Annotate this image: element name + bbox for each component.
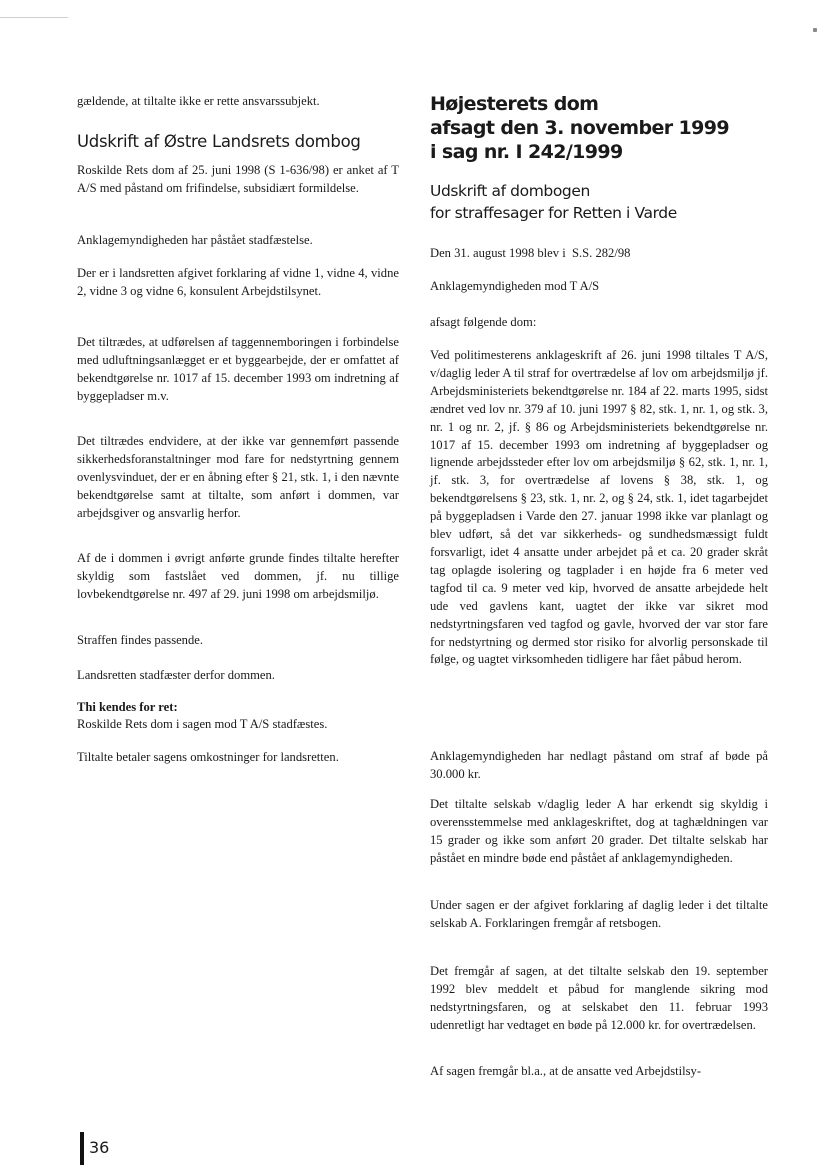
- title-line: i sag nr. I 242/1999: [430, 141, 623, 163]
- verdict-label: Thi kendes for ret:: [77, 700, 178, 714]
- corner-mark: [813, 28, 817, 32]
- page-number-bar: [80, 1132, 84, 1165]
- intro-text: gældende, at tiltalte ikke er rette ansvarssubjekt.: [77, 94, 320, 108]
- parties-line: Anklagemyndigheden mod T A/S: [430, 279, 600, 293]
- verdict-text: Roskilde Rets dom i sagen mod T A/S stadfæstes.: [77, 717, 328, 731]
- subtitle-line: for straffesager for Retten i Varde: [430, 204, 677, 222]
- paragraph: Det fremgår af sagen, at det tiltalte selskab den 19. september 1992 blev meddelt et påbud for manglende sikring mod nedstyrtningsfaren, og at selskabet den 11. februar 1993 udenretligt har vedtaget en bøde på 12.000 kr. for overtrædelsen.: [430, 964, 768, 1032]
- paragraph: Af de i dommen i øvrigt anførte grunde findes tiltalte herefter skyldig som fastslået ved dommen, jf. nu tillige lovbekendtgørelse nr. 497 af 29. juni 1998 om arbejdsmiljø.: [77, 551, 399, 601]
- paragraph: Det tiltrædes endvidere, at der ikke var gennemført passende sikkerhedsforanstaltninger mod fare for nedstyrtning gennem ovenlysvinduet, der er en åbning efter § 21, stk. 1, i den nævnte bekendtgørelse samt at tiltalte, som anført i dommen, var arbejdsgiver og ansvarlig herfor.: [77, 434, 399, 520]
- paragraph: Det tiltrædes, at udførelsen af taggennemboringen i forbindelse med udluftningsanlægget er et byggearbejde, der er omfattet af bekendtgørelse nr. 1017 af 15. december 1993 om indretning af byggepladser m.v.: [77, 335, 399, 403]
- paragraph: Landsretten stadfæster derfor dommen.: [77, 668, 275, 682]
- judgment-subtitle: [430, 180, 677, 224]
- paragraph: Ved politimesterens anklageskrift af 26. juni 1998 tiltales T A/S, v/daglig leder A til straf for overtrædelse af lov om arbejdsmiljø jf. Arbejdsministeriets bekendtgørelse nr. 184 af 22. marts 1995, sidst ændret ved lov nr. 379 af 10. juni 1997 § 82, stk. 1, nr. 1, og stk. 3, nr. 1 og nr. 2, jf. § 86 og Arbejdsministeriets bekendtgørelse nr. 1017 af 15. december 1993 om indretning af byggepladser og lignende arbejdssteder efter lov om arbejdsmiljø § 62, stk. 1, nr. 1, jf. stk. 3, for overtrædelse af lovens § 38, stk. 1, og bekendtgørelsens § 23, stk. 1, nr. 2, og § 24, stk. 1, idet tagarbejdet på byggepladsen i Varde den 27. januar 1998 ikke var planlagt og blev udført, så det var sikkerheds- og sundhedsmæssigt fuldt forsvarligt, idet 4 ansatte under arbejdet på et ca. 20 grader skråt tag oplagde isolering og tagplader i en højde fra 6 meter ved tagfod til ca. 9 meter ved kip, hvorved de ansatte arbejdede helt ude ved gavlens kant, uagtet der ikke var sikret mod nedstyrtningsfaren ved tagfod og gavle, hvorved der var stor fare for nedstyrtning og dermed stor risiko for alvorlig personskade til følge, og uagtet virksomheden tidligere har fået påbud herom.: [430, 348, 768, 667]
- afsagt-line: afsagt følgende dom:: [430, 315, 537, 329]
- paragraph: Straffen findes passende.: [77, 633, 204, 647]
- title-line: Højesterets dom: [430, 93, 599, 115]
- paragraph: Under sagen er der afgivet forklaring af daglig leder i det tiltalte selskab A. Forklaringen fremgår af retsbogen.: [430, 898, 768, 930]
- paragraph: Af sagen fremgår bl.a., at de ansatte ved Arbejdstilsy-: [430, 1064, 702, 1078]
- paragraph: Der er i landsretten afgivet forklaring af vidne 1, vidne 4, vidne 2, vidne 3 og vidne 6, konsulent Arbejdstilsynet.: [77, 266, 399, 298]
- closing-text: Tiltalte betaler sagens omkostninger for landsretten.: [77, 750, 339, 764]
- paragraph: Det tiltalte selskab v/daglig leder A har erkendt sig skyldig i overensstemmelse med anklageskriftet, dog at taghældningen var 15 grader og ikke som anført 20 grader. Det tiltalte selskab har påstået en mindre bøde end påstået af anklagemyndigheden.: [430, 797, 768, 865]
- section-heading: Udskrift af Østre Landsrets dombog: [77, 132, 361, 151]
- paragraph: Roskilde Rets dom af 25. juni 1998 (S 1-636/98) er anket af T A/S med påstand om frifindelse, subsidiært formildelse.: [77, 163, 399, 195]
- paragraph: Anklagemyndigheden har nedlagt påstand om straf af bøde på 30.000 kr.: [430, 749, 768, 781]
- judgment-title: [430, 92, 729, 164]
- page-number: 36: [89, 1138, 110, 1157]
- subtitle-line: Udskrift af dombogen: [430, 182, 590, 200]
- date-line: Den 31. august 1998 blev i S.S. 282/98: [430, 246, 631, 260]
- paragraph: Anklagemyndigheden har påstået stadfæstelse.: [77, 233, 313, 247]
- title-line: afsagt den 3. november 1999: [430, 117, 729, 139]
- top-rule: [0, 17, 68, 18]
